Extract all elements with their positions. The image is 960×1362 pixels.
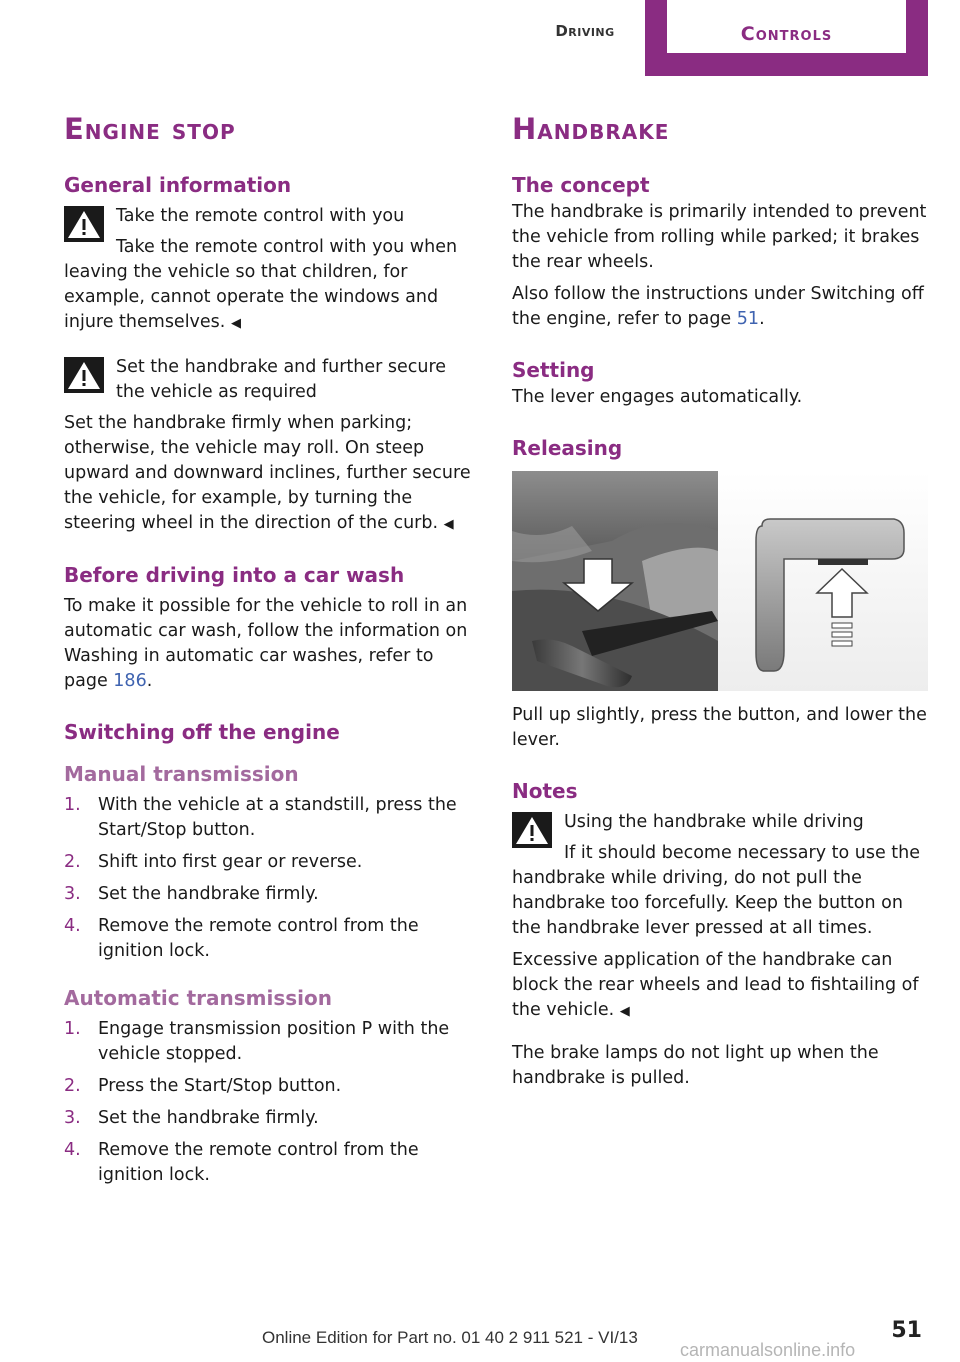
concept-ref-text: Also follow the instructions under Switching off the engine, refer to page 51.	[512, 284, 924, 329]
list-item: 3. Set the handbrake firmly.	[64, 1108, 319, 1128]
list-item: 2. Shift into first gear or reverse.	[64, 852, 363, 872]
setting-text: The lever engages automatically.	[512, 387, 803, 407]
warning-handbrake	[64, 355, 480, 537]
car-wash-text: To make it possible for the vehicle to roll in an automatic car wash, follow the information on Washing in automatic car washes, refer to page 186.	[64, 596, 468, 691]
car-wash-heading: Before driving into a car wash	[64, 563, 405, 587]
warning-triangle-icon	[64, 206, 104, 242]
header-chapter-label: Controls	[667, 0, 906, 53]
handbrake-title: Handbrake	[512, 112, 670, 146]
concept-text: The handbrake is primarily intended to prevent the vehicle from rolling while parked; it brakes the rear wheels.	[512, 202, 927, 272]
manual-steps-list	[64, 793, 480, 964]
list-item: 3. Set the handbrake firmly.	[64, 884, 319, 904]
releasing-heading: Releasing	[512, 436, 623, 460]
page-number: 51	[891, 1318, 922, 1343]
engine-stop-title: Engine stop	[64, 112, 236, 146]
handbrake-release-figure	[512, 471, 928, 691]
notes-heading: Notes	[512, 779, 578, 803]
warning-handbrake-driving	[512, 810, 930, 941]
automatic-transmission-heading: Automatic transmission	[64, 986, 332, 1010]
switching-off-heading: Switching off the engine	[64, 720, 340, 744]
warning-triangle-icon	[512, 812, 552, 848]
manual-transmission-heading: Manual transmission	[64, 762, 299, 786]
left-column	[64, 108, 480, 1195]
header-chapter-tab	[645, 0, 928, 76]
warning-body: Set the handbrake firmly when parking; otherwise, the vehicle may roll. On steep upward and downward inclines, further secure the vehicle, for example, by turning the steering wheel in the direction of the curb. ◀	[64, 413, 471, 533]
warning-remote-control	[64, 204, 480, 336]
list-item: 1. With the vehicle at a standstill, press the Start/Stop button.	[64, 795, 457, 840]
list-item: 4. Remove the remote control from the ignition lock.	[64, 1140, 419, 1185]
list-item: 2. Press the Start/Stop button.	[64, 1076, 342, 1096]
general-information-heading: General information	[64, 173, 292, 197]
warning-body: Take the remote control with you when leaving the vehicle so that children, for example, cannot operate the windows and injure themselves. ◀	[64, 237, 458, 332]
right-column	[512, 108, 930, 1098]
page-link-51[interactable]: 51	[736, 309, 760, 329]
list-item: 1. Engage transmission position P with the vehicle stopped.	[64, 1019, 450, 1064]
warning-triangle-icon	[64, 357, 104, 393]
list-item: 4. Remove the remote control from the ignition lock.	[64, 916, 419, 961]
notes-text: The brake lamps do not light up when the handbrake is pulled.	[512, 1043, 879, 1088]
warning-title: Set the handbrake and further secure the vehicle as required	[116, 357, 447, 402]
footer-edition: Online Edition for Part no. 01 40 2 911 521 - VI/13	[262, 1328, 638, 1347]
setting-heading: Setting	[512, 358, 595, 382]
warning-title: Using the handbrake while driving	[564, 812, 864, 832]
warning-title: Take the remote control with you	[116, 206, 405, 226]
warning-body: If it should become necessary to use the handbrake while driving, do not pull the handbrake too forcefully. Keep the button on the handbrake lever pressed at all times.	[512, 843, 920, 938]
watermark: carmanualsonline.info	[680, 1340, 856, 1360]
handbrake-illustration	[512, 471, 928, 691]
releasing-caption: Pull up slightly, press the button, and lower the lever.	[512, 705, 927, 750]
notes-text: Excessive application of the handbrake can block the rear wheels and lead to fishtailing of the vehicle. ◀	[512, 950, 919, 1020]
header-section-label: Driving	[555, 22, 615, 40]
page-link-186[interactable]: 186	[113, 671, 147, 691]
concept-heading: The concept	[512, 173, 650, 197]
automatic-steps-list	[64, 1017, 480, 1188]
